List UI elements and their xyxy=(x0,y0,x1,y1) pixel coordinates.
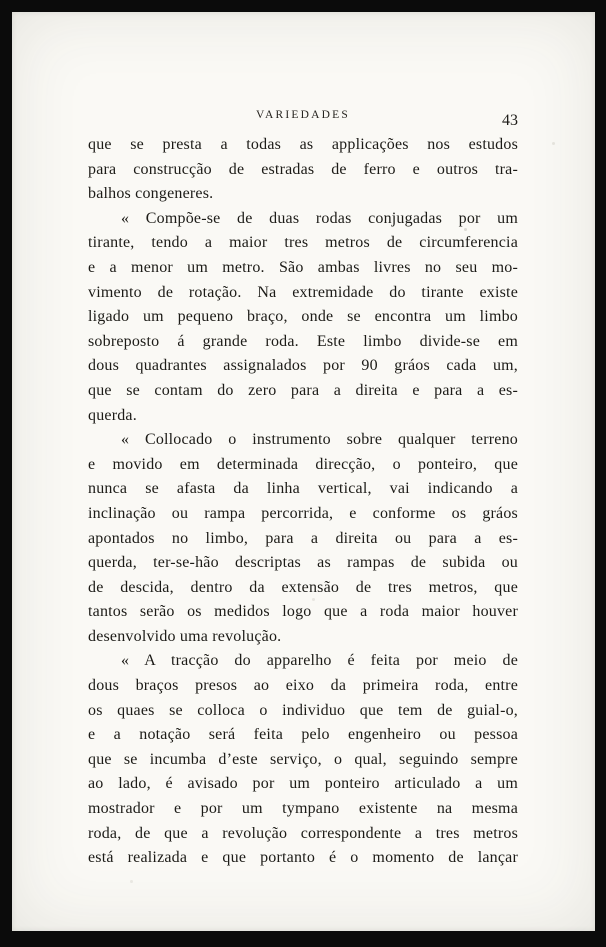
text-line: « Compõe-se de duas rodas conjugadas por um xyxy=(121,209,518,227)
paragraph-4 xyxy=(88,649,518,870)
paragraph-3 xyxy=(88,428,518,649)
text-line: querda, ter-se-hão descriptas as rampas de subida ou xyxy=(88,554,518,572)
text-line: dous quadrantes assignalados por 90 gráos cada um, xyxy=(88,357,518,375)
paragraph-1 xyxy=(88,133,518,207)
text-line: e a menor um metro. São ambas livres no seu mo- xyxy=(88,258,518,276)
text-line: que se contam do zero para a direita e para a es- xyxy=(88,381,518,399)
text-line: dous braços presos ao eixo da primeira roda, entre xyxy=(88,677,518,695)
text-line: ligado um pequeno braço, onde se encontra um limbo xyxy=(88,308,518,326)
text-line: que se presta a todas as applicações nos estudos xyxy=(88,136,518,153)
text-line: tantos serão os medidos logo que a roda maior houver xyxy=(88,603,518,621)
text-line: « Collocado o instrumento sobre qualquer terreno xyxy=(121,431,518,449)
paragraph-2 xyxy=(88,207,518,428)
text-line: apontados no limbo, para a direita ou para a es- xyxy=(88,529,518,547)
text-line: tirante, tendo a maior tres metros de circumferencia xyxy=(88,234,518,252)
text-line: e movido em determinada direcção, o ponteiro, que xyxy=(88,455,518,473)
text-line: desenvolvido uma revolução. xyxy=(88,627,282,645)
running-header xyxy=(88,109,518,129)
text-line: ao lado, é avisado por um ponteiro articulado a um xyxy=(88,775,518,793)
text-line: balhos congeneres. xyxy=(88,185,214,203)
scan-specks xyxy=(12,12,15,15)
text-line: de descida, dentro da extensão de tres metros, que xyxy=(88,578,518,596)
text-line: inclinação ou rampa percorrida, e conforme os gráos xyxy=(88,504,518,522)
text-line: nunca se afasta da linha vertical, vai indicando a xyxy=(88,480,518,498)
text-line: e a notação será feita pelo engenheiro ou pessoa xyxy=(88,726,518,744)
text-line: vimento de rotação. Na extremidade do tirante existe xyxy=(88,283,518,301)
text-line: mostrador e por um tympano existente na mesma xyxy=(88,800,518,818)
book-page xyxy=(12,12,595,931)
text-line: que se incumba d’este serviço, o qual, seguindo sempre xyxy=(88,750,518,768)
body-text xyxy=(88,133,518,871)
text-line: « A tracção do apparelho é feita por meio de xyxy=(121,652,518,670)
text-line: está realizada e que portanto é o momento de lançar xyxy=(88,849,518,867)
text-line: os quaes se colloca o individuo que tem de guial-o, xyxy=(88,701,518,719)
text-line: para construcção de estradas de ferro e outros tra- xyxy=(88,160,518,178)
text-line: sobreposto á grande roda. Este limbo divide-se em xyxy=(88,332,518,350)
text-line: querda. xyxy=(88,406,137,424)
running-header-title: VARIEDADES xyxy=(256,109,350,121)
text-block xyxy=(88,12,518,871)
text-line: roda, de que a revolução correspondente a tres metros xyxy=(88,824,518,842)
page-number: 43 xyxy=(502,112,518,129)
